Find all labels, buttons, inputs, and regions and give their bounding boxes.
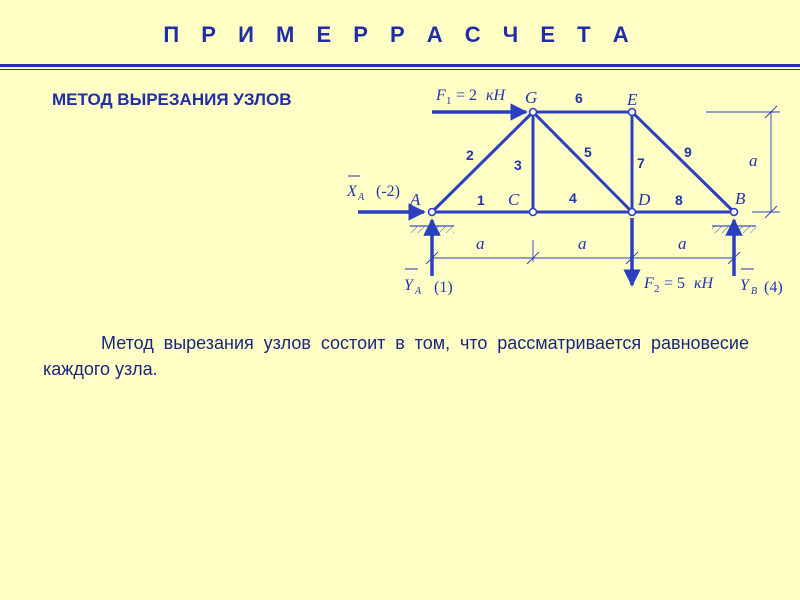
svg-text:X: X <box>347 183 357 200</box>
svg-text:A: A <box>358 192 365 203</box>
dim-label-a-height: a <box>749 151 758 170</box>
joint-E <box>629 109 636 116</box>
member-label-5: 5 <box>584 144 592 160</box>
member-label-8: 8 <box>675 192 683 208</box>
svg-text:кН: кН <box>694 275 714 292</box>
dim-label-a2: a <box>578 234 587 253</box>
force-F1-label <box>435 87 506 107</box>
node-label-G: G <box>525 88 538 107</box>
force-XA-label <box>346 176 400 203</box>
svg-text:1: 1 <box>446 95 452 107</box>
svg-text:Y: Y <box>740 277 749 294</box>
svg-text:F: F <box>436 87 446 104</box>
svg-text:A: A <box>415 286 422 297</box>
member-label-7: 7 <box>637 155 645 171</box>
subtitle: МЕТОД ВЫРЕЗАНИЯ УЗЛОВ <box>52 90 292 109</box>
node-label-B: B <box>735 189 746 208</box>
svg-text:= 2: = 2 <box>452 87 478 104</box>
member-label-3: 3 <box>514 157 522 173</box>
node-label-A: A <box>410 190 421 209</box>
dim-label-a1: a <box>476 234 485 253</box>
svg-text:F: F <box>644 275 654 292</box>
body-paragraph: Метод вырезания узлов состоит в том, что рассматривается равновесие каждого узла. <box>43 333 749 379</box>
member-5 <box>533 112 632 212</box>
svg-text:(-2): (-2) <box>376 183 400 200</box>
member-label-4: 4 <box>569 190 577 206</box>
svg-text:2: 2 <box>654 283 660 295</box>
joint-C <box>530 209 537 216</box>
svg-text:B: B <box>751 286 758 297</box>
node-label-D: D <box>638 190 651 209</box>
member-label-1: 1 <box>477 192 485 208</box>
member-label-9: 9 <box>684 144 692 160</box>
joint-A <box>429 209 436 216</box>
joint-B <box>731 209 738 216</box>
force-F2-label <box>643 275 714 295</box>
joint-D <box>629 209 636 216</box>
svg-text:= 5: = 5 <box>660 275 686 292</box>
dim-label-a3: a <box>678 234 687 253</box>
svg-text:(4): (4) <box>764 279 783 296</box>
svg-text:(1): (1) <box>434 279 453 296</box>
svg-text:Y: Y <box>404 277 413 294</box>
node-label-E: E <box>627 90 638 109</box>
member-label-2: 2 <box>466 147 474 163</box>
force-YA-label <box>404 269 453 297</box>
node-label-C: C <box>508 190 520 209</box>
page-title: П Р И М Е Р Р А С Ч Е Т А <box>163 22 637 47</box>
svg-text:кН: кН <box>486 87 506 104</box>
member-label-6: 6 <box>575 90 583 106</box>
joint-G <box>530 109 537 116</box>
force-YB-label <box>740 269 783 297</box>
